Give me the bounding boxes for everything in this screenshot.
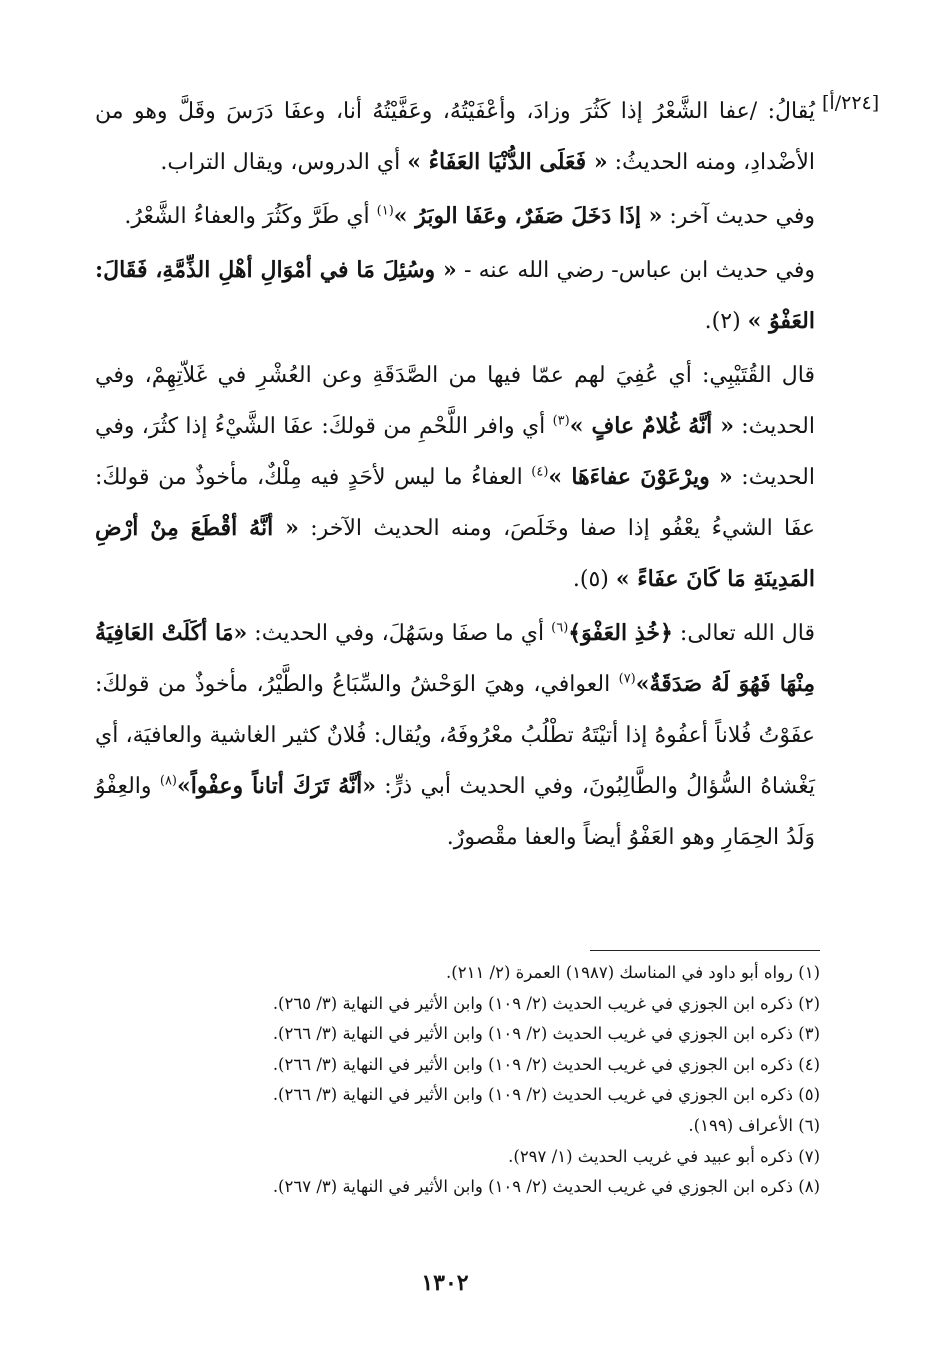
paragraph [95,350,815,605]
hadith-quote: « أنَّهُ أقْطَعَ مِنْ أرْضِ المَدِينَةِ مَا كَانَ عفَاءً » [95,515,815,592]
text-run: أي الدروس، ويقال التراب. [160,150,408,175]
hadith-quote: ﴿خُذِ العَفْوَ﴾ [568,620,673,646]
footnote: (٣) ذكره ابن الجوزي في غريب الحديث (٢/ ١٠٩) وابن الأثير في النهاية (٣/ ٢٦٦). [272,1024,820,1044]
paragraph [95,86,815,188]
page-number: ١٣٠٢ [421,1270,469,1296]
footnote: (١) رواه أبو داود في المناسك (١٩٨٧) العمرة (٢/ ٢١١). [446,963,820,982]
hadith-quote: « أنَّهُ غُلامٌ عافٍ » [569,413,734,439]
paragraph [95,191,815,242]
footnote-ref: (١) [376,203,394,219]
text-run: أي طَرَّ وكَثُرَ والعفاءُ الشَّعْرُ. [124,204,377,229]
text-run: قال الله تعالى: [672,621,816,646]
hadith-quote: « وسُئِلَ مَا في أمْوَالِ أهْلِ الذِّمَّةِ، فَقَالَ: العَفْوُ » [95,257,815,334]
main-text [95,86,815,863]
text-run: (٢). [704,309,748,334]
hadith-quote: «مَا أكَلَتْ العَافِيَةُ مِنْهَا فَهُوَ لَهُ صَدَقَةٌ» [95,620,815,697]
text-run: أي وافر اللَّحْمِ من قولكَ: عفَا الشَّيْءُ إذا كثُرَ، وفي الحديث: [95,414,816,490]
footnote: (٧) ذكره أبو عبيد في غريب الحديث (١/ ٢٩٧). [508,1146,820,1166]
text-run: العوافي، وهيَ الوَحْشُ والسِّبَاعُ والطَّيْرُ، مأخوذٌ من قولكَ: عفَوْتُ فُلاناً أعفُوهُ إذا أتيْتَهُ تطْلُبُ معْرُوفَهُ، ويُقال: فُلانٌ كثير الغاشية والعافيَة، أي يَغْشاهُ السُّؤالُ والطَّالِبُونَ، وفي الحديث أبي ذرٍّ: [95,672,815,799]
footnotes [130,958,820,1203]
footnote-ref: (٤) [531,464,549,480]
text-run: أي ما صفَا وسَهُلَ، وفي الحديث: [247,621,552,646]
text-run: والعِفْوُ وَلَدُ الحِمَارِ وهو العَفْوُ أيضاً والعفا مقْصورٌ. [95,774,815,850]
footnote-separator [590,950,820,951]
hadith-quote: « إذَا دَخَلَ صَفَرٌ، وعَفَا الوبَرُ » [393,203,663,229]
footnote: (٨) ذكره ابن الجوزي في غريب الحديث (٢/ ١٠٩) وابن الأثير في النهاية (٣/ ٢٦٧). [272,1177,820,1197]
text-run: قال القُتَيْبِي: أي عُفِيَ لهم عمّا فيها من الصَّدَقَةِ وعن العُشْرِ في غَلاّتِهِمْ، وفي الحديث: [95,363,815,439]
paragraph [95,245,815,347]
hadith-quote: «أنَّهُ تَرَكَ أتاناً وعفْواً» [177,773,376,799]
paragraph [95,608,815,863]
footnote-ref: (٨) [159,773,177,789]
text-run: العفاءُ ما ليس لأحَدٍ فيه مِلْكٌ، مأخوذٌ من قولكَ: عفَا الشيءُ يعْفُو إذا صفا وخَلَصَ، ومنه الحديث الآخر: [95,465,815,541]
manuscript-folio-reference: [٢٢٤/أ] [822,92,880,114]
footnote-ref: (٦) [551,620,569,636]
footnote-ref: (٧) [618,671,636,687]
footnote: (٢) ذكره ابن الجوزي في غريب الحديث (٢/ ١٠٩) وابن الأثير في النهاية (٣/ ٢٦٥). [272,993,820,1013]
text-run: (٥). [572,567,616,592]
footnote-ref: (٣) [552,413,570,429]
text-run: يُقالُ: /عفا الشَّعْرُ إذا كَثُرَ وزادَ، وأعْفَيْتُهُ، وعَفَّيْتُهُ أنا، وعفَا دَرَسَ وقَلَّ وهو من الأضْدادِ، ومنه الحديثُ: [95,99,816,175]
text-run: وفي حديث ابن عباس- رضي الله عنه - [456,258,815,283]
hadith-quote: « ويرْعَوْنَ عفاءَهَا » [548,464,733,490]
footnote: (٤) ذكره ابن الجوزي في غريب الحديث (٢/ ١٠٩) وابن الأثير في النهاية (٣/ ٢٦٦). [272,1054,820,1074]
footnote: (٥) ذكره ابن الجوزي في غريب الحديث (٢/ ١٠٩) وابن الأثير في النهاية (٣/ ٢٦٦). [272,1085,820,1105]
text-run: وفي حديث آخر: [662,204,815,229]
footnote: (٦) الأعراف (١٩٩). [688,1115,820,1135]
hadith-quote: « فَعَلَى الدُّنْيَا العَفَاءُ » [407,149,608,175]
